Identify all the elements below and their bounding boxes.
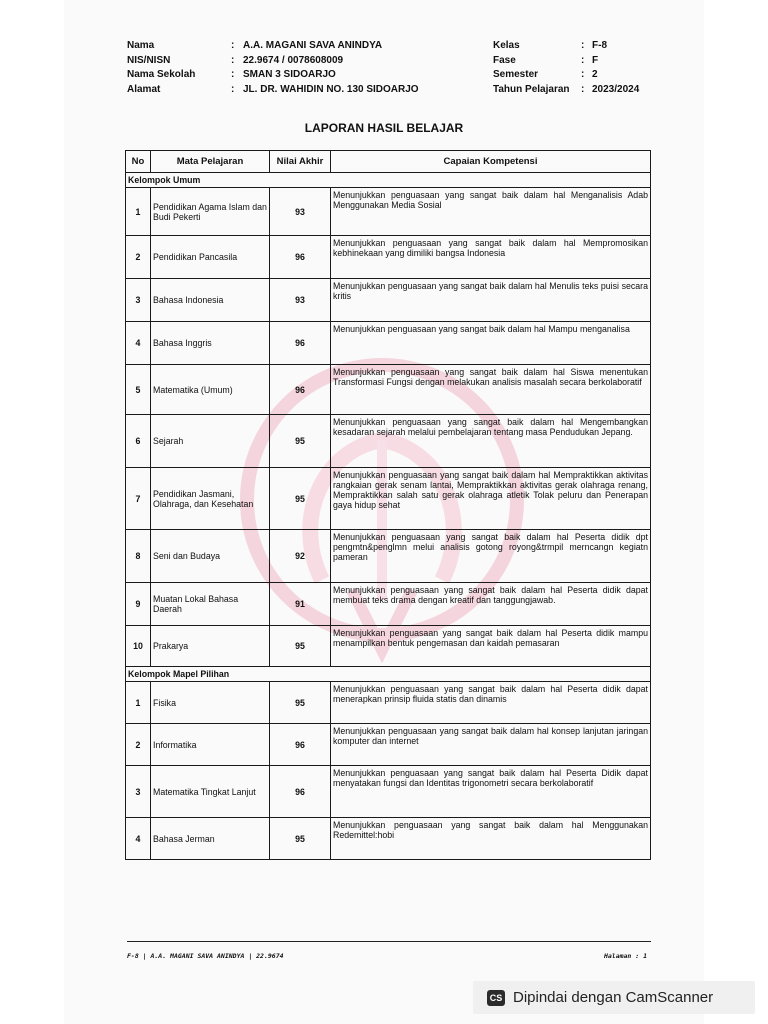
competency-description: Menunjukkan penguasaan yang sangat baik dalam hal Menulis teks puisi secara kritis [331,279,651,322]
page-footer [127,952,647,960]
info-label: Semester [493,69,539,80]
row-number: 4 [126,818,151,860]
final-score: 96 [270,322,331,365]
info-separator: : [581,69,585,80]
row-number: 3 [126,766,151,818]
row-number: 4 [126,322,151,365]
group-title: Kelompok Mapel Pilihan [126,667,651,682]
subject-name: Muatan Lokal Bahasa Daerah [151,583,270,626]
info-row [493,68,639,83]
competency-description: Menunjukkan penguasaan yang sangat baik dalam hal Peserta didik dpt pengmtn&penglmn melui analisis gotong royong&trmpil merncangn kegiatn pameran [331,530,651,583]
info-value: A.A. MAGANI SAVA ANINDYA [243,40,383,51]
info-value: 2023/2024 [592,83,640,95]
final-score: 95 [270,626,331,667]
camscanner-logo-icon: CS [487,990,505,1006]
info-value: F [592,54,599,66]
table-row [126,766,651,818]
row-number: 9 [126,583,151,626]
table-row [126,236,651,279]
info-row [127,83,419,98]
info-separator: : [581,83,585,95]
final-score: 95 [270,468,331,530]
competency-description: Menunjukkan penguasaan yang sangat baik dalam hal Menganalisis Adab Menggunakan Media Sosial [331,188,651,236]
footer-student-ref: F-8 | A.A. MAGANI SAVA ANINDYA | 22.9674 [127,952,284,960]
info-label: Tahun Pelajaran [493,83,570,95]
table-row [126,530,651,583]
info-row [127,54,419,69]
competency-description: Menunjukkan penguasaan yang sangat baik dalam hal Siswa menentukan Transformasi Fungsi dengan melakukan analisis masalah secara berkolaboratif [331,365,651,415]
competency-description: Menunjukkan penguasaan yang sangat baik dalam hal Mampu menganalisa [331,322,651,365]
competency-description: Menunjukkan penguasaan yang sangat baik dalam hal Peserta didik dapat menerapkan prinsip fluida statis dan dinamis [331,682,651,724]
subject-name: Sejarah [151,415,270,468]
final-score: 95 [270,818,331,860]
table-row [126,322,651,365]
info-label: NIS/NISN [127,54,171,66]
final-score: 95 [270,415,331,468]
row-number: 2 [126,236,151,279]
table-header-row [126,151,651,173]
final-score: 96 [270,766,331,818]
col-header-subject: Mata Pelajaran [151,151,270,173]
info-row [127,68,419,83]
info-label: Kelas [493,40,520,51]
info-separator: : [231,83,235,95]
final-score: 95 [270,682,331,724]
group-row [126,667,651,682]
subject-name: Pendidikan Jasmani, Olahraga, dan Kesehatan [151,468,270,530]
table-row [126,415,651,468]
info-row [493,83,639,98]
info-row [127,39,419,54]
row-number: 1 [126,682,151,724]
camscanner-text: Dipindai dengan CamScanner [513,989,714,1006]
subject-name: Pendidikan Pancasila [151,236,270,279]
col-header-competency: Capaian Kompetensi [331,151,651,173]
row-number: 8 [126,530,151,583]
info-value: 2 [592,69,598,80]
final-score: 96 [270,724,331,766]
competency-description: Menunjukkan penguasaan yang sangat baik dalam hal Mempraktikkan aktivitas rangkaian gerak senam lantai, Mempraktikkan aktivitas gerak olahraga renang, Mempraktikkan salah satu gerak olahraga atletik Tolak peluru dan Penerapan gaya hidup sehat [331,468,651,530]
table-row [126,188,651,236]
competency-description: Menunjukkan penguasaan yang sangat baik dalam hal konsep lanjutan jaringan komputer dan internet [331,724,651,766]
table-row [126,818,651,860]
info-label: Fase [493,54,516,66]
table-row [126,583,651,626]
table-row [126,626,651,667]
table-row [126,468,651,530]
info-label: Nama [127,40,155,51]
info-row [493,54,639,69]
subject-name: Pendidikan Agama Islam dan Budi Pekerti [151,188,270,236]
grades-table [125,150,651,860]
camscanner-badge [473,981,755,1014]
final-score: 93 [270,279,331,322]
group-row [126,173,651,188]
info-separator: : [581,40,585,51]
row-number: 1 [126,188,151,236]
subject-name: Bahasa Jerman [151,818,270,860]
col-header-no: No [126,151,151,173]
competency-description: Menunjukkan penguasaan yang sangat baik dalam hal Mengembangkan kesadaran sejarah melalui pembelajaran tentang masa Pendudukan Jepang. [331,415,651,468]
info-separator: : [231,69,235,80]
final-score: 93 [270,188,331,236]
info-label: Nama Sekolah [127,69,196,80]
row-number: 2 [126,724,151,766]
subject-name: Prakarya [151,626,270,667]
subject-name: Seni dan Budaya [151,530,270,583]
student-info-right [493,39,639,97]
table-row [126,682,651,724]
row-number: 5 [126,365,151,415]
footer-divider [127,941,651,942]
row-number: 6 [126,415,151,468]
row-number: 10 [126,626,151,667]
subject-name: Bahasa Inggris [151,322,270,365]
info-value: SMAN 3 SIDOARJO [243,69,336,80]
info-separator: : [231,40,235,51]
footer-page-number: Halaman : 1 [603,952,647,960]
table-row [126,279,651,322]
subject-name: Matematika Tingkat Lanjut [151,766,270,818]
competency-description: Menunjukkan penguasaan yang sangat baik dalam hal Peserta didik dapat membuat teks drama dengan kreatif dan tanggungjawab. [331,583,651,626]
row-number: 3 [126,279,151,322]
competency-description: Menunjukkan penguasaan yang sangat baik dalam hal Peserta Didik dapat menyatakan fungsi dan Identitas trigonometri secara berkolaboratif [331,766,651,818]
subject-name: Informatika [151,724,270,766]
final-score: 91 [270,583,331,626]
table-row [126,724,651,766]
final-score: 96 [270,365,331,415]
student-info-left [127,39,419,97]
info-separator: : [581,54,585,66]
info-separator: : [231,54,235,66]
subject-name: Matematika (Umum) [151,365,270,415]
info-value: JL. DR. WAHIDIN NO. 130 SIDOARJO [243,83,419,95]
subject-name: Bahasa Indonesia [151,279,270,322]
row-number: 7 [126,468,151,530]
info-label: Alamat [127,83,161,95]
competency-description: Menunjukkan penguasaan yang sangat baik dalam hal Peserta didik mampu menampilkan bentuk pengemasan dan kaidah pemasaran [331,626,651,667]
table-row [126,365,651,415]
info-value: 22.9674 / 0078608009 [243,54,344,66]
competency-description: Menunjukkan penguasaan yang sangat baik dalam hal Mempromosikan kebhinekaan yang dimiliki bangsa Indonesia [331,236,651,279]
group-title: Kelompok Umum [126,173,651,188]
info-row [493,39,639,54]
info-value: F-8 [592,40,607,51]
final-score: 92 [270,530,331,583]
competency-description: Menunjukkan penguasaan yang sangat baik dalam hal Menggunakan Redemittel:hobi [331,818,651,860]
col-header-score: Nilai Akhir [270,151,331,173]
final-score: 96 [270,236,331,279]
subject-name: Fisika [151,682,270,724]
report-title: LAPORAN HASIL BELAJAR [304,121,464,135]
